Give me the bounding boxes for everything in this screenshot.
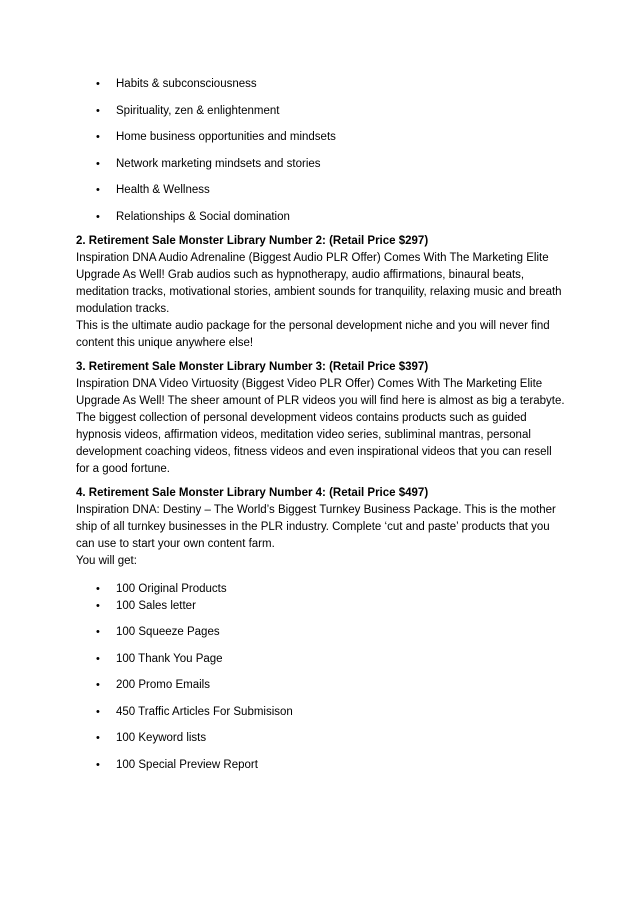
list-item: • 100 Squeeze Pages	[76, 624, 566, 641]
section-title: 2. Retirement Sale Monster Library Number 2: (Retail Price $297)	[76, 234, 429, 247]
bullet-icon: •	[96, 157, 100, 170]
list-item: • Habits & subconsciousness	[76, 76, 566, 93]
bullet-icon: •	[96, 705, 100, 718]
bullet-icon: •	[96, 210, 100, 223]
list-item: • Health & Wellness	[76, 182, 566, 199]
section-library-2	[76, 233, 566, 352]
document-content	[76, 76, 566, 774]
bullet-icon: •	[96, 652, 100, 665]
topics-list	[76, 76, 566, 226]
section-title: 4. Retirement Sale Monster Library Number 4: (Retail Price $497)	[76, 486, 429, 499]
list-item: • 100 Sales letter	[76, 598, 566, 615]
list-item: • Relationships & Social domination	[76, 209, 566, 226]
list-item: • 100 Thank You Page	[76, 651, 566, 668]
list-item: • 100 Original Products	[76, 581, 566, 598]
products-list-wrapper	[76, 581, 566, 774]
bullet-icon: •	[96, 78, 100, 90]
list-item: • 200 Promo Emails	[76, 677, 566, 694]
bullet-icon: •	[96, 131, 100, 143]
section-library-4	[76, 485, 566, 570]
list-item: • 100 Keyword lists	[76, 730, 566, 747]
bullet-icon: •	[96, 104, 100, 117]
section-body: Inspiration DNA Audio Adrenaline (Biggest Audio PLR Offer) Comes With The Marketing Elite Upgrade As Well! Grab audios such as hypnotherapy, audio affirmations, binaural beats, meditation tracks, motivational stories, ambient sounds for tranquility, relaxing music and breath modulation tracks.	[76, 251, 562, 315]
list-item: • 450 Traffic Articles For Submisison	[76, 704, 566, 721]
list-item: • Network marketing mindsets and stories	[76, 156, 566, 173]
bullet-icon: •	[96, 732, 100, 744]
bullet-icon: •	[96, 626, 100, 638]
list-item: • 100 Special Preview Report	[76, 757, 566, 774]
list-item: • Home business opportunities and mindsets	[76, 129, 566, 146]
section-body: Inspiration DNA Video Virtuosity (Biggest Video PLR Offer) Comes With The Marketing Elite Upgrade As Well! The sheer amount of PLR videos you will find here is almost as big a terabyte. The biggest collection of personal development videos contains products such as guided hypnosis videos, affirmation videos, meditation video series, subliminal mantras, personal development coaching videos, fitness videos and even inspirational videos that you can resell for a good fortune.	[76, 377, 565, 475]
section-title: 3. Retirement Sale Monster Library Number 3: (Retail Price $397)	[76, 360, 429, 373]
section-body: This is the ultimate audio package for the personal development niche and you will never find content this unique anywhere else!	[76, 319, 550, 349]
section-body: You will get:	[76, 554, 137, 567]
bullet-icon: •	[96, 582, 100, 595]
bullet-icon: •	[96, 184, 100, 196]
bullet-icon: •	[96, 758, 100, 771]
section-library-3	[76, 359, 566, 478]
bullet-icon: •	[96, 679, 100, 691]
products-list	[76, 598, 566, 774]
products-list-head	[76, 581, 566, 598]
list-item: • Spirituality, zen & enlightenment	[76, 103, 566, 120]
bullet-icon: •	[96, 599, 100, 612]
section-body: Inspiration DNA: Destiny – The World’s Biggest Turnkey Business Package. This is the mother ship of all turnkey businesses in the PLR industry. Complete ‘cut and paste’ products that you can use to start your own content farm.	[76, 503, 556, 550]
